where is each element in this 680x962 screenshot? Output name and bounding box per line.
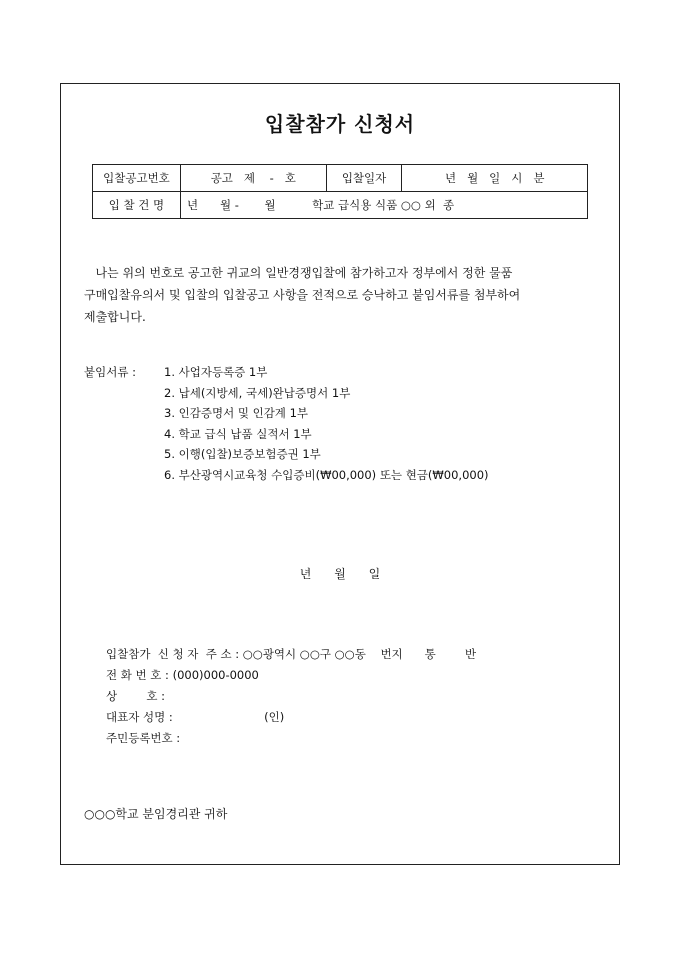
bid-notice-number-label: 입찰공고번호 [93,165,181,192]
list-item: 4. 학교 급식 납품 실적서 1부 [164,426,312,441]
date-line: 년 월 일 [299,567,381,581]
bid-item-name-label: 입 찰 건 명 [93,192,181,219]
table-row [93,165,588,192]
list-item: 1. 사업자등록증 1부 [164,365,268,379]
bid-item-name-value: 년 월 - 월 학교 급식용 식품 ○○ 외 종 [180,192,587,219]
paragraph-line: 구매입찰유의서 및 입찰의 입찰공고 사항을 전적으로 승낙하고 붙임서류를 첨부하여 [84,288,521,302]
applicant-block [106,644,476,749]
addressee-line: ○○○학교 분임경리관 귀하 [84,807,228,821]
applicant-company: 상 호 : [106,689,165,703]
applicant-resident-number: 주민등록번호 : [106,731,181,745]
paragraph-line: 나는 위의 번호로 공고한 귀교의 일반경쟁입찰에 참가하고자 정부에서 정한 물품 [84,266,513,280]
attachments-list [84,362,489,485]
bid-date-value: 년 월 일 시 분 [402,165,588,192]
applicant-representative: 대표자 성명 : (인) [106,710,285,724]
bid-notice-number-value: 공고 제 - 호 [180,165,326,192]
applicant-phone: 전 화 번 호 : (000)000-0000 [106,668,259,682]
bid-date-label: 입찰일자 [326,165,402,192]
list-item: 3. 인감증명서 및 인감계 1부 [164,406,308,420]
list-item: 5. 이행(입찰)보증보험증권 1부 [164,447,321,461]
applicant-address: 입찰참가 신 청 자 주 소 : ○○광역시 ○○구 ○○동 번지 통 반 [106,647,477,661]
bid-info-table [92,164,588,219]
paragraph-line: 제출합니다. [84,310,146,324]
attachments-label: 붙임서류 : [84,365,136,379]
list-item: 2. 납세(지방세, 국세)완납증명서 1부 [164,385,351,400]
table-row [93,192,588,219]
document-title: 입찰참가 신청서 [264,112,416,136]
declaration-paragraph [84,262,594,328]
list-item: 6. 부산광역시교육청 수입증비(₩00,000) 또는 현금(₩00,000) [164,467,489,482]
